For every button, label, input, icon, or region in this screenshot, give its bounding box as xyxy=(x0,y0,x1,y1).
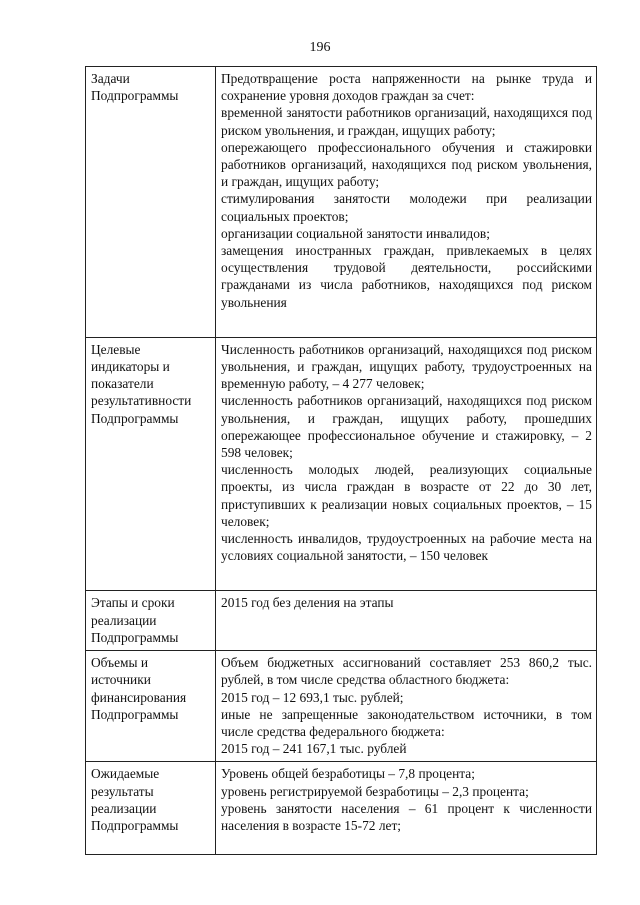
row-content-tasks xyxy=(216,67,597,338)
content-paragraph: стимулирования занятости молодежи при реализации социальных проектов; xyxy=(221,191,592,224)
content-paragraph: иные не запрещенные законодательством источники, в том числе средства федерального бюджета: xyxy=(221,706,592,739)
label-line: показатели xyxy=(91,376,154,392)
table-row-indicators xyxy=(86,337,597,591)
row-label-funding xyxy=(86,651,216,762)
table-row-tasks xyxy=(86,67,597,338)
row-content-indicators xyxy=(216,337,597,591)
row-label-indicators xyxy=(86,337,216,591)
label-line: Этапы и сроки xyxy=(91,595,175,611)
content-paragraph: уровень регистрируемой безработицы – 2,3 процента; xyxy=(221,783,529,799)
content-paragraph: Численность работников организаций, находящихся под риском увольнения, и граждан, ищущих работу, трудоустроенных на временную работу, – 4 277 человек; xyxy=(221,341,592,392)
label-line: Подпрограммы xyxy=(91,629,179,645)
content-paragraph: 2015 год без деления на этапы xyxy=(221,595,394,611)
content-paragraph: замещения иностранных граждан, привлекаемых в целях осуществления трудовой деятельности, российскими гражданами из числа работников, находящихся под риском увольнения xyxy=(221,243,592,310)
label-line: Подпрограммы xyxy=(91,88,179,104)
label-line: индикаторы и xyxy=(91,359,170,375)
label-line: Объемы и xyxy=(91,655,149,671)
table-row-funding xyxy=(86,651,597,762)
content-paragraph: временной занятости работников организаций, находящихся под риском увольнения, и граждан, ищущих работу; xyxy=(221,105,592,138)
label-line: финансирования xyxy=(91,689,187,705)
label-line: Целевые xyxy=(91,341,141,357)
table-row-stages xyxy=(86,591,597,651)
program-passport-table xyxy=(85,66,597,855)
label-line: Задачи xyxy=(91,71,130,86)
content-paragraph: численность работников организаций, находящихся под риском увольнения, и граждан, ищущих работу, прошедших опережающее профессиональное обучение и стажировку, – 2 598 человек; xyxy=(221,393,592,461)
content-paragraph: численность молодых людей, реализующих социальные проекты, из числа граждан в возрасте от 22 до 30 лет, приступивших к реализации новых социальных проектов, – 15 человек; xyxy=(221,462,592,529)
table-row-results xyxy=(86,762,597,855)
content-paragraph: Уровень общей безработицы – 7,8 процента; xyxy=(221,766,475,782)
label-line: Подпрограммы xyxy=(91,410,179,426)
content-paragraph: 2015 год – 12 693,1 тыс. рублей; xyxy=(221,689,404,705)
content-paragraph: численность инвалидов, трудоустроенных на рабочие места на условиях социальной занятости, – 150 человек xyxy=(221,531,592,564)
label-line: Ожидаемые xyxy=(91,766,160,782)
content-paragraph: 2015 год – 241 167,1 тыс. рублей xyxy=(221,741,407,757)
row-label-results xyxy=(86,762,216,855)
label-line: источники xyxy=(91,672,151,688)
page-number: 196 xyxy=(309,40,331,55)
label-line: реализации xyxy=(91,612,157,628)
content-paragraph: Объем бюджетных ассигнований составляет 253 860,2 тыс. рублей, в том числе средства областного бюджета: xyxy=(221,655,592,688)
label-line: результативности xyxy=(91,393,192,409)
label-line: результаты xyxy=(91,783,154,799)
content-paragraph: опережающего профессионального обучения и стажировки работников организаций, находящихся под риском увольнения, и граждан, ищущих работу; xyxy=(221,139,592,190)
content-paragraph: Предотвращение роста напряженности на рынке труда и сохранение уровня доходов граждан за счет: xyxy=(221,71,592,104)
row-content-results xyxy=(216,762,597,855)
row-label-stages xyxy=(86,591,216,651)
content-paragraph: уровень занятости населения – 61 процент к численности населения в возрасте 15-72 лет; xyxy=(221,800,592,833)
row-label-tasks xyxy=(86,67,216,338)
row-content-funding xyxy=(216,651,597,762)
label-line: реализации xyxy=(91,800,157,816)
label-line: Подпрограммы xyxy=(91,817,179,833)
row-content-stages xyxy=(216,591,597,651)
label-line: Подпрограммы xyxy=(91,706,179,722)
content-paragraph: организации социальной занятости инвалидов; xyxy=(221,225,490,241)
